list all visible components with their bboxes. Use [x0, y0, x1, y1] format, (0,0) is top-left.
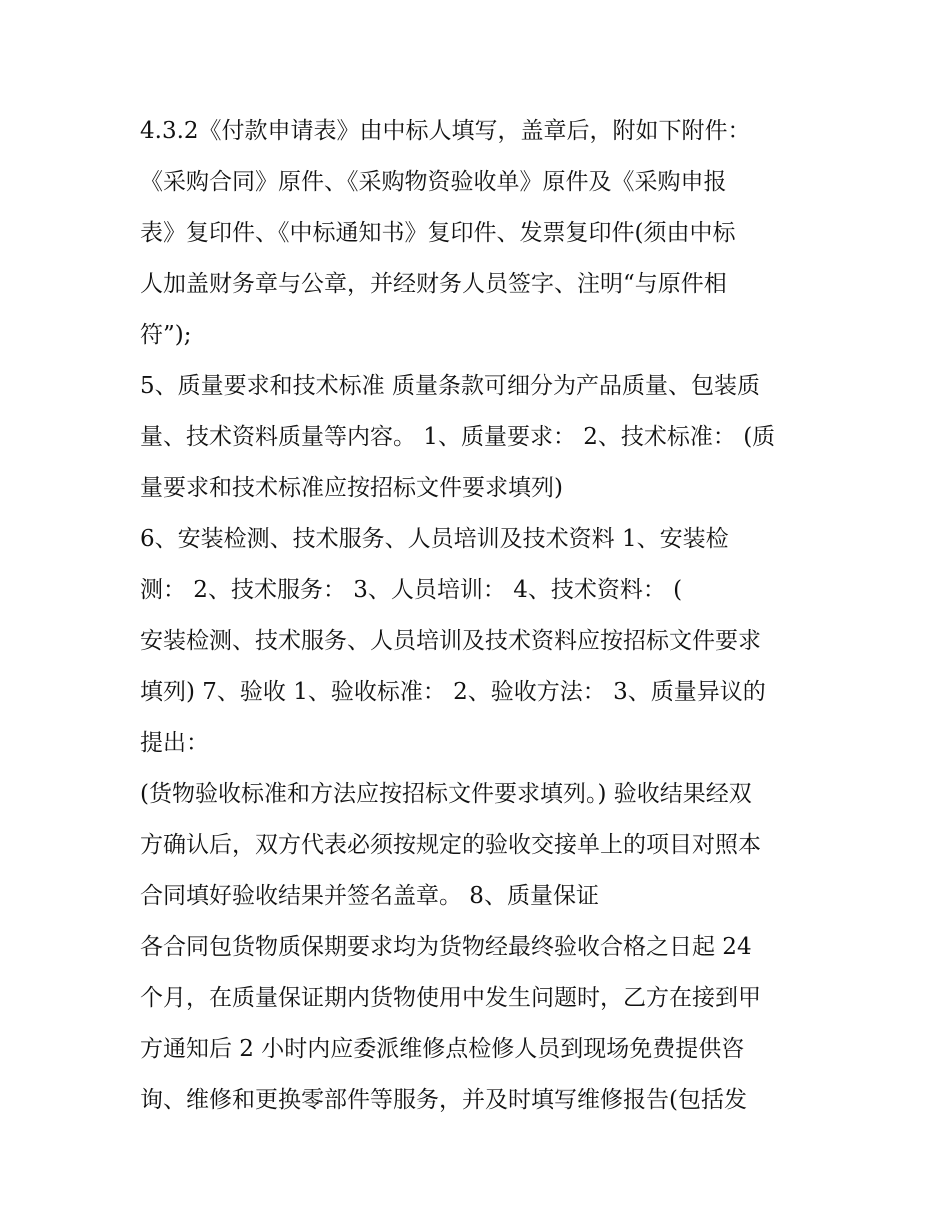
text-line: 询、维修和更换零部件等服务，并及时填写维修报告(包括发 [140, 1087, 747, 1113]
text-line: 填列) 7、验收 1、验收标准： 2、验收方法： 3、质量异议的 [140, 679, 766, 705]
text-line: 5、质量要求和技术标准 质量条款可细分为产品质量、包装质 [140, 373, 760, 399]
text-line: 提出： [140, 730, 209, 756]
text-line: 合同填好验收结果并签名盖章。 8、质量保证 [140, 883, 599, 909]
text-line: 各合同包货物质保期要求均为货物经最终验收合格之日起 24 [140, 934, 752, 960]
text-line: 人加盖财务章与公章，并经财务人员签字、注明“与原件相 [140, 271, 727, 297]
text-line: 量要求和技术标准应按招标文件要求填列) [140, 475, 563, 501]
text-line: 表》复印件、《中标通知书》复印件、发票复印件(须由中标 [140, 220, 736, 246]
text-line: 符”); [140, 322, 192, 348]
text-line: 方确认后，双方代表必须按规定的验收交接单上的项目对照本 [140, 832, 761, 858]
text-line: 方通知后 2 小时内应委派维修点检修人员到现场免费提供咨 [140, 1036, 745, 1062]
document-body [140, 108, 820, 1128]
text-line: (货物验收标准和方法应按招标文件要求填列。) 验收结果经双 [140, 781, 752, 807]
text-line: 测： 2、技术服务： 3、人员培训： 4、技术资料： ( [140, 577, 683, 603]
text-line: 个月，在质量保证期内货物使用中发生问题时，乙方在接到甲 [140, 985, 761, 1011]
text-line: 4.3.2《付款申请表》由中标人填写，盖章后，附如下附件： [140, 118, 751, 144]
text-line: 安装检测、技术服务、人员培训及技术资料应按招标文件要求 [140, 628, 761, 654]
text-line: 《采购合同》原件、《采购物资验收单》原件及《采购申报 [140, 169, 727, 195]
text-line: 量、技术资料质量等内容。 1、质量要求： 2、技术标准： (质 [140, 424, 776, 450]
text-line: 6、安装检测、技术服务、人员培训及技术资料 1、安装检 [140, 526, 729, 552]
